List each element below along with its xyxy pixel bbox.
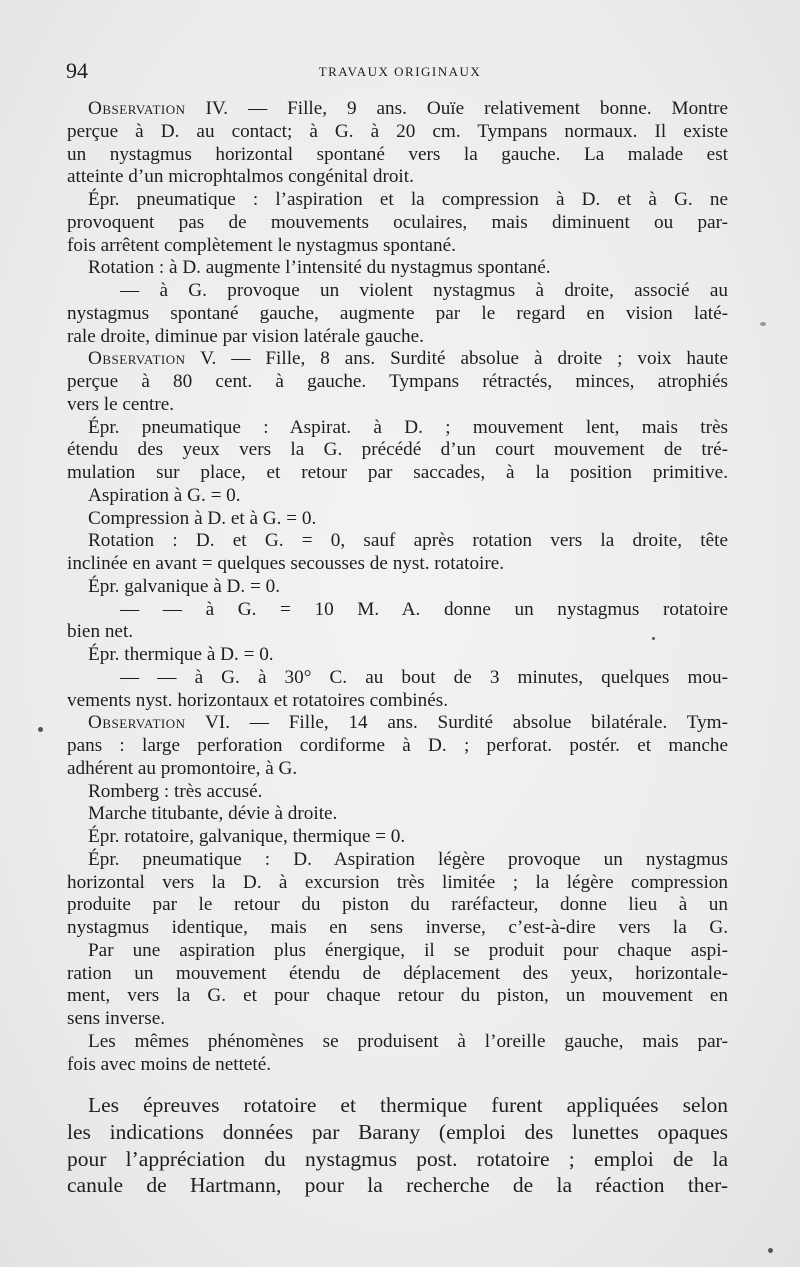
observation-vi — [67, 712, 728, 1076]
text-line: un nystagmus horizontal spontané vers la gauche. La malade est — [67, 143, 728, 165]
text-line: Épr. pneumatique : l’aspiration et la compression à D. et à G. ne — [88, 189, 728, 210]
text-line: VI. — Fille, 14 ans. Surdité absolue bilatérale. Tym- — [185, 712, 728, 734]
text-line: fois arrêtent complètement le nystagmus spontané. — [67, 234, 456, 256]
text-line: Épr. thermique à D. = 0. — [88, 644, 274, 665]
running-title: TRAVAUX ORIGINAUX — [318, 64, 482, 79]
page-body — [67, 98, 728, 1199]
text-line: sens inverse. — [67, 1008, 166, 1029]
text-line: horizontal vers la D. à excursion très limitée ; la légère compression — [67, 871, 728, 893]
text-line: — — à G. = 10 M. A. donne un nystagmus rotatoire — [120, 598, 728, 620]
scan-speck — [652, 637, 655, 640]
text-line: perçue à D. au contact; à G. à 20 cm. Tympans normaux. Il existe — [67, 120, 728, 142]
scan-speck — [38, 727, 43, 732]
text-line: pans : large perforation cordiforme à D. ; perforat. postér. et manche — [67, 735, 728, 756]
observation-label: Observation — [88, 98, 186, 119]
text-line: Épr. pneumatique : Aspirat. à D. ; mouvement lent, mais très — [88, 416, 728, 438]
text-line: bien net. — [67, 621, 134, 643]
text-line: adhérent au promontoire, à G. — [67, 757, 298, 779]
text-line: Aspiration à G. = 0. — [88, 484, 241, 506]
text-line: mulation sur place, et retour par saccades, à la position primitive. — [67, 462, 728, 483]
text-line: les indications données par Barany (emploi des lunettes opaques — [67, 1119, 728, 1144]
text-line: Rotation : à D. augmente l’intensité du nystagmus spontané. — [88, 257, 551, 279]
text-line: ment, vers la G. et pour chaque retour du piston, un mouvement en — [67, 985, 728, 1007]
text-line: nystagmus spontané gauche, augmente par le regard en vision laté- — [67, 302, 728, 324]
scan-speck — [768, 1248, 773, 1253]
text-line: Marche titubante, dévie à droite. — [88, 803, 338, 825]
text-line: — à G. provoque un violent nystagmus à droite, associé au — [120, 280, 728, 301]
text-line: canule de Hartmann, pour la recherche de la réaction ther- — [67, 1173, 728, 1198]
text-line: atteinte d’un microphtalmos congénital droit. — [67, 166, 414, 188]
page-number: 94 — [66, 58, 88, 83]
text-line: perçue à 80 cent. à gauche. Tympans rétractés, minces, atrophiés — [67, 371, 728, 392]
text-line: — — à G. à 30° C. au bout de 3 minutes, quelques mou- — [120, 666, 728, 688]
observation-iv — [67, 98, 728, 348]
text-line: provoquent pas de mouvements oculaires, mais diminuent ou par- — [67, 211, 728, 233]
text-line: Les mêmes phénomènes se produisent à l’oreille gauche, mais par- — [88, 1030, 728, 1052]
text-line: Les épreuves rotatoire et thermique furent appliquées selon — [88, 1093, 728, 1118]
observation-label: Observation — [88, 348, 186, 370]
text-line: nystagmus identique, mais en sens inverse, c’est-à-dire vers la G. — [67, 917, 728, 938]
text-line: pour l’appréciation du nystagmus post. rotatoire ; emploi de la — [67, 1146, 728, 1171]
text-line: ration un mouvement étendu de déplacement des yeux, horizontale- — [67, 962, 728, 984]
text-line: Romberg : très accusé. — [88, 780, 263, 802]
text-line: Épr. rotatoire, galvanique, thermique = 0. — [88, 826, 406, 847]
text-line: rale droite, diminue par vision latérale gauche. — [67, 325, 424, 347]
observation-v — [67, 348, 728, 712]
scan-speck — [760, 322, 766, 326]
text-line: Épr. pneumatique : D. Aspiration légère provoque un nystagmus — [88, 848, 728, 870]
text-line: vements nyst. horizontaux et rotatoires combinés. — [67, 689, 448, 711]
page-header — [66, 58, 734, 86]
main-paragraph — [67, 1092, 728, 1199]
text-line: IV. — Fille, 9 ans. Ouïe relativement bonne. Montre — [185, 98, 728, 119]
text-line: produite par le retour du piston du raréfacteur, donne lieu à un — [67, 894, 728, 916]
text-line: Compression à D. et à G. = 0. — [88, 507, 317, 529]
text-line: Par une aspiration plus énergique, il se produit pour chaque aspi- — [88, 939, 728, 961]
text-line: Épr. galvanique à D. = 0. — [88, 575, 280, 597]
text-line: inclinée en avant = quelques secousses de nyst. rotatoire. — [67, 553, 505, 574]
text-line: vers le centre. — [67, 393, 175, 415]
text-line: V. — Fille, 8 ans. Surdité absolue à droite ; voix haute — [185, 348, 728, 370]
text-line: étendu des yeux vers la G. précédé d’un court mouvement de tré- — [67, 439, 728, 461]
observation-label: Observation — [88, 712, 186, 734]
text-line: Rotation : D. et G. = 0, sauf après rotation vers la droite, tête — [88, 530, 728, 552]
text-line: fois avec moins de netteté. — [67, 1053, 272, 1075]
